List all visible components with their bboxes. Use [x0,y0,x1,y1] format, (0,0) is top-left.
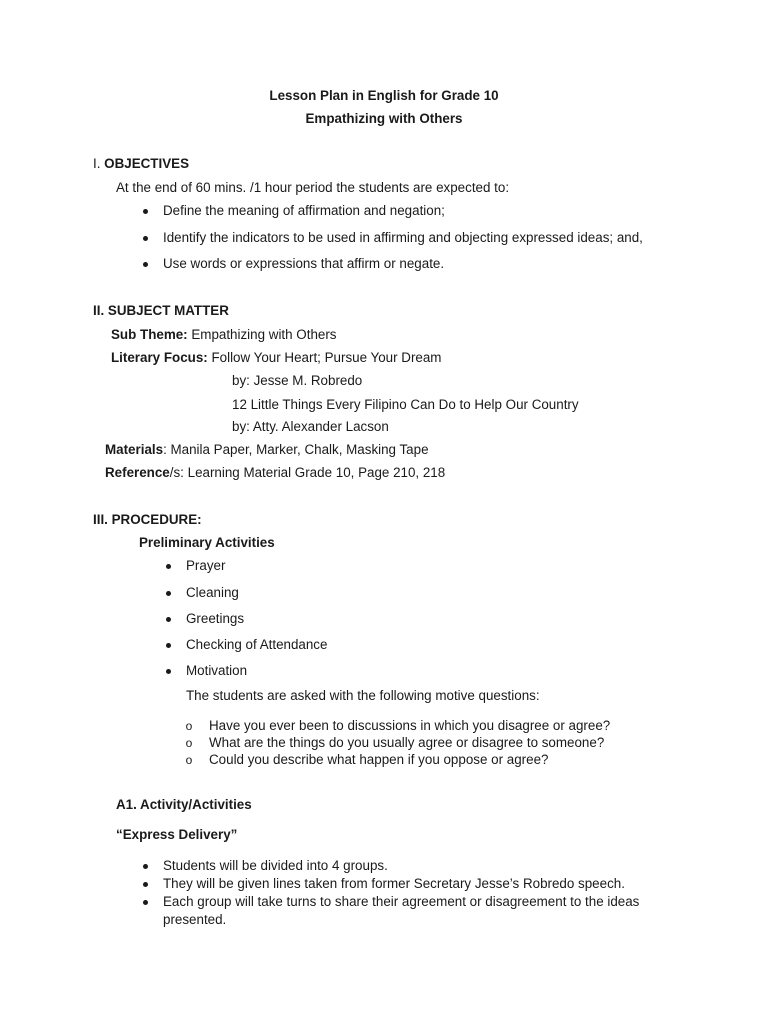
sub-theme [111,327,337,343]
objectives-heading [93,156,189,172]
motive-question: Have you ever been to discussions in which you disagree or agree? [209,718,611,733]
literary-focus-value: Follow Your Heart; Pursue Your Dream [207,350,442,365]
activity-item: Students will be divided into 4 groups. [163,858,388,873]
reference [105,465,445,481]
activity-heading: A1. Activity/Activities [116,797,252,812]
circle-bullet-icon: o [185,753,193,767]
literary-line: by: Atty. Alexander Lacson [232,419,389,434]
literary-line: by: Jesse M. Robredo [232,373,363,388]
motive-intro: The students are asked with the following motive questions: [186,688,540,703]
materials-label: Materials [105,442,164,457]
bullet-icon [163,558,173,574]
bullet-icon [163,585,173,601]
bullet-icon [140,876,150,892]
bullet-icon [163,663,173,679]
circle-bullet-icon: o [185,736,193,750]
bullet-icon [163,611,173,627]
objectives-intro: At the end of 60 mins. /1 hour period the students are expected to: [116,180,510,195]
preliminary-item: Cleaning [186,585,239,600]
sub-theme-value: Empathizing with Others [187,327,337,342]
document-title: Lesson Plan in English for Grade 10 [269,88,499,103]
activity-item-continuation: presented. [163,912,227,927]
objective-item: Identify the indicators to be used in affirming and objecting expressed ideas; and, [163,230,643,245]
preliminary-item: Prayer [186,558,226,573]
sub-theme-label: Sub Theme: [111,327,188,342]
subject-matter-heading: II. SUBJECT MATTER [93,303,229,318]
bullet-icon [163,637,173,653]
reference-value: /s: Learning Material Grade 10, Page 210, 218 [169,465,446,480]
activity-title: “Express Delivery” [116,827,238,842]
objectives-heading-text: OBJECTIVES [104,156,190,171]
preliminary-item: Motivation [186,663,248,678]
objectives-numeral: I. [93,156,105,171]
literary-focus-label: Literary Focus: [111,350,208,365]
document-subtitle: Empathizing with Others [305,111,463,126]
literary-line: 12 Little Things Every Filipino Can Do to Help Our Country [232,397,579,412]
preliminary-item: Greetings [186,611,245,626]
bullet-icon [140,203,150,219]
circle-bullet-icon: o [185,719,193,733]
bullet-icon [140,230,150,246]
motive-question: What are the things do you usually agree or disagree to someone? [209,735,605,750]
motive-question: Could you describe what happen if you oppose or agree? [209,752,549,767]
reference-label: Reference [105,465,170,480]
preliminary-item: Checking of Attendance [186,637,328,652]
activity-item: Each group will take turns to share their agreement or disagreement to the ideas [163,894,640,909]
literary-focus [111,350,441,366]
activity-item: They will be given lines taken from former Secretary Jesse’s Robredo speech. [163,876,625,891]
bullet-icon [140,894,150,910]
bullet-icon [140,256,150,272]
procedure-heading: III. PROCEDURE: [93,512,202,527]
materials-value: : Manila Paper, Marker, Chalk, Masking Tape [163,442,429,457]
objective-item: Use words or expressions that affirm or negate. [163,256,445,271]
objective-item: Define the meaning of affirmation and negation; [163,203,445,218]
materials [105,442,429,458]
bullet-icon [140,858,150,874]
preliminary-heading: Preliminary Activities [139,535,275,550]
